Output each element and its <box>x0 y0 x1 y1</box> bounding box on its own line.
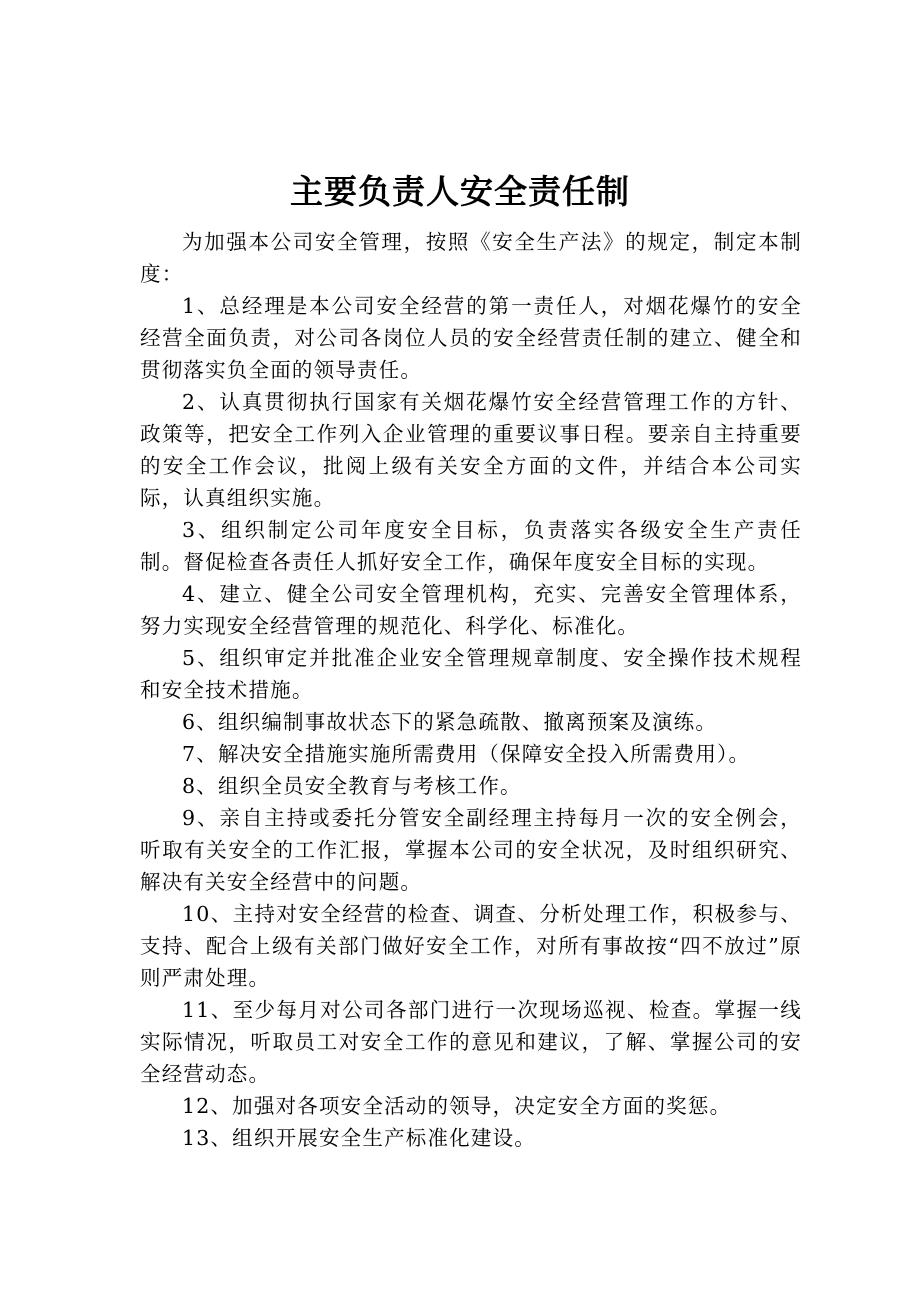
clause-1: 1、总经理是本公司安全经营的第一责任人，对烟花爆竹的安全经营全面负责，对公司各岗位人员的安全经营责任制的建立、健全和贯彻落实负全面的领导责任。 <box>140 294 802 382</box>
clause-3: 3、组织制定公司年度安全目标，负责落实各级安全生产责任制。督促检查各责任人抓好安全工作，确保年度安全目标的实现。 <box>140 518 802 574</box>
clause-9: 9、亲自主持或委托分管安全副经理主持每月一次的安全例会，听取有关安全的工作汇报，掌握本公司的安全状况，及时组织研究、解决有关安全经营中的问题。 <box>140 806 802 894</box>
clause-12: 12、加强对各项安全活动的领导，决定安全方面的奖惩。 <box>182 1094 732 1118</box>
clause-8: 8、组织全员安全教育与考核工作。 <box>182 774 522 798</box>
document-body <box>140 226 802 1154</box>
clause-4: 4、建立、健全公司安全管理机构，充实、完善安全管理体系，努力实现安全经营管理的规范化、科学化、标准化。 <box>140 582 802 638</box>
clause-11: 11、至少每月对公司各部门进行一次现场巡视、检查。掌握一线实际情况，听取员工对安全工作的意见和建议，了解、掌握公司的安全经营动态。 <box>140 998 802 1086</box>
clause-7: 7、解决安全措施实施所需费用（保障安全投入所需费用）。 <box>182 742 751 766</box>
page-title: 主要负责人安全责任制 <box>290 172 630 211</box>
clause-6: 6、组织编制事故状态下的紧急疏散、撤离预案及演练。 <box>182 710 718 734</box>
clause-2: 2、认真贯彻执行国家有关烟花爆竹安全经营管理工作的方针、政策等，把安全工作列入企业管理的重要议事日程。要亲自主持重要的安全工作会议，批阅上级有关安全方面的文件，并结合本公司实际，认真组织实施。 <box>140 390 802 510</box>
clause-5: 5、组织审定并批准企业安全管理规章制度、安全操作技术规程和安全技术措施。 <box>140 646 802 702</box>
intro-paragraph: 为加强本公司安全管理，按照《安全生产法》的规定，制定本制度： <box>140 230 802 286</box>
clause-10: 10、主持对安全经营的检查、调查、分析处理工作，积极参与、支持、配合上级有关部门做好安全工作，对所有事故按“四不放过”原则严肃处理。 <box>140 902 802 990</box>
clause-13: 13、组织开展安全生产标准化建设。 <box>182 1126 536 1150</box>
